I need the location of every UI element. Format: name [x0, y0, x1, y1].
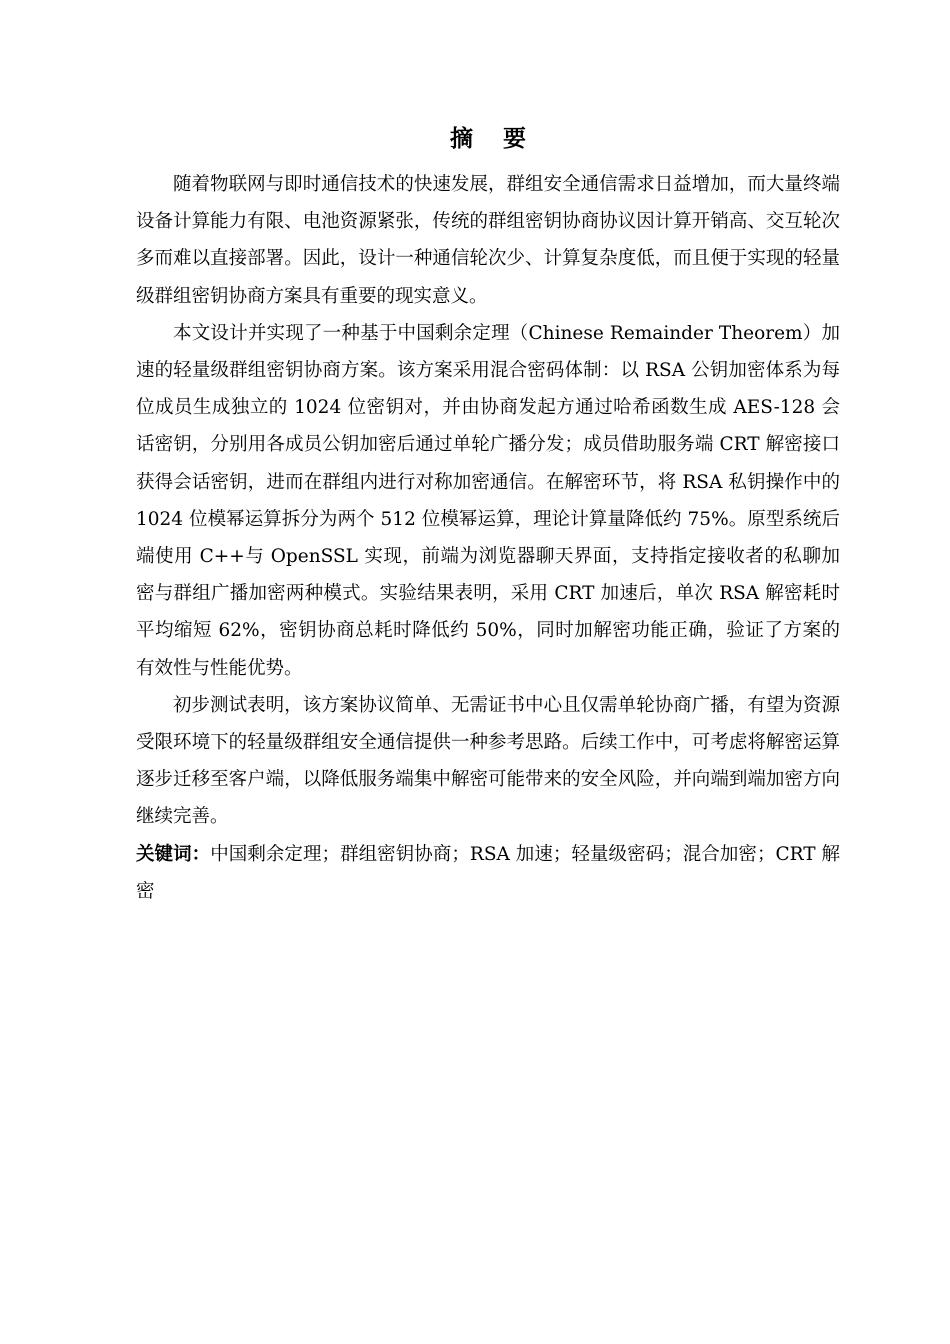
keywords-label: 关键词： — [136, 843, 211, 865]
keywords-line — [136, 836, 840, 910]
abstract-title: 摘要 — [450, 126, 556, 152]
abstract-paragraph-2: 本文设计并实现了一种基于中国剩余定理（Chinese Remainder Theorem）加速的轻量级群组密钥协商方案。该方案采用混合密码体制：以 RSA 公钥加密体系为每位成员生成独立的 1024 位密钥对，并由协商发起方通过哈希函数生成 AES-128 会话密钥，分别用各成员公钥加密后通过单轮广播分发；成员借助服务端 CRT 解密接口获得会话密钥，进而在群组内进行对称加密通信。在解密环节，将 RSA 私钥操作中的 1024 位模幂运算拆分为两个 512 位模幂运算，理论计算量降低约 75%。原型系统后端使用 C++与 OpenSSL 实现，前端为浏览器聊天界面，支持指定接收者的私聊加密与群组广播加密两种模式。实验结果表明，采用 CRT 加速后，单次 RSA 解密耗时平均缩短 62%，密钥协商总耗时降低约 50%，同时加解密功能正确，验证了方案的有效性与性能优势。 — [136, 322, 840, 679]
keywords-text: 中国剩余定理；群组密钥协商；RSA 加速；轻量级密码；混合加密；CRT 解密 — [136, 843, 840, 902]
abstract-body — [136, 166, 840, 910]
abstract-paragraph-1: 随着物联网与即时通信技术的快速发展，群组安全通信需求日益增加，而大量终端设备计算能力有限、电池资源紧张，传统的群组密钥协商协议因计算开销高、交互轮次多而难以直接部署。因此，设计一种通信轮次少、计算复杂度低，而且便于实现的轻量级群组密钥协商方案具有重要的现实意义。 — [136, 174, 840, 307]
abstract-paragraph-3: 初步测试表明，该方案协议简单、无需证书中心且仅需单轮协商广播，有望为资源受限环境下的轻量级群组安全通信提供一种参考思路。后续工作中，可考虑将解密运算逐步迁移至客户端，以降低服务端集中解密可能带来的安全风险，并向端到端加密方向继续完善。 — [136, 694, 840, 828]
